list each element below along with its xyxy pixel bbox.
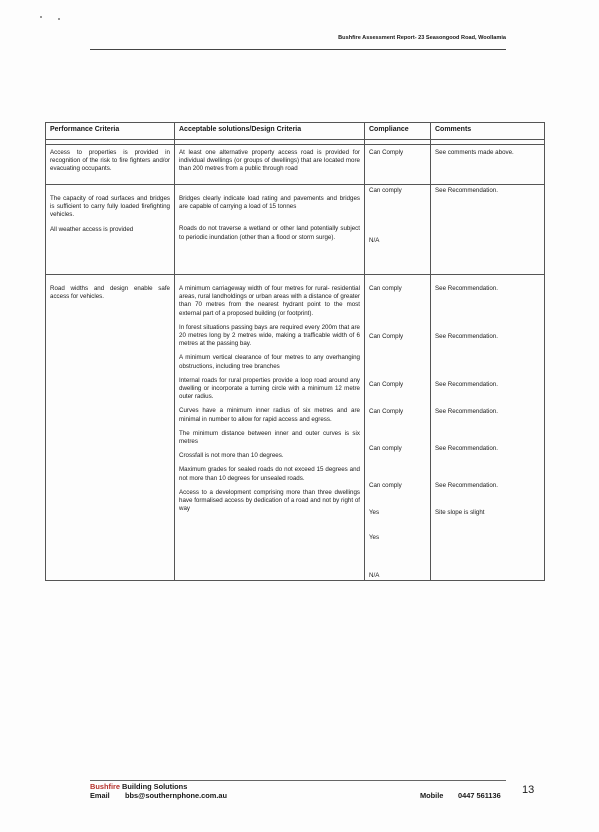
footer-brand [90, 782, 187, 791]
compliance-text-carriageway: Can comply [369, 285, 402, 292]
compliance-cell [365, 275, 431, 581]
comment-text-passing-bays: See Recommendation. [435, 333, 498, 340]
footer-mobile-label: Mobile [420, 791, 444, 800]
comment-text-curves: See Recommendation. [435, 445, 498, 452]
solution-text-wetland: Roads do not traverse a wetland or other land potentially subject to periodic inundation (other than a flood or storm surge). [179, 225, 360, 241]
solution-cell [175, 275, 365, 581]
footer-brand-accent: Bushfire [90, 782, 120, 791]
table-row [46, 275, 545, 581]
scan-speck [58, 18, 60, 20]
footer-mobile: 0447 561136 [458, 791, 501, 800]
solution-text-bridges: Bridges clearly indicate load rating and pavements and bridges are capable of carrying a load of 15 tonnes [179, 195, 360, 211]
compliance-text-bridges: Can comply [369, 187, 402, 194]
comment-text-internal-roads: See Recommendation. [435, 408, 498, 415]
scan-speck [40, 16, 42, 18]
header-acceptable-solutions: Acceptable solutions/Design Criteria [175, 123, 365, 140]
criteria-cell [46, 185, 175, 275]
table-header-row [46, 123, 545, 140]
compliance-cell: Can Comply [365, 145, 431, 185]
compliance-text-curve-distance: Can comply [369, 482, 402, 489]
compliance-text-wetland: N/A [369, 237, 380, 245]
footer-email-label: Email [90, 791, 110, 800]
compliance-cell [365, 185, 431, 275]
compliance-text-passing-bays: Can Comply [369, 333, 404, 340]
compliance-text-grades: Yes [369, 534, 380, 541]
solution-text-carriageway: A minimum carriageway width of four metres for rural- residential areas, rural landholdings or urban areas with a distance of greater than 70 metres from the nearest hydrant point to the most external part of a proposed building (or footprint). [179, 285, 360, 317]
header-rule [90, 49, 506, 50]
solution-cell [175, 185, 365, 275]
compliance-text-crossfall: Yes [369, 509, 380, 516]
compliance-text-internal-roads: Can Comply [369, 408, 404, 415]
solution-text-curves: Curves have a minimum inner radius of six metres and are minimal in number to allow for rapid access and egress. [179, 407, 360, 423]
comment-cell [431, 275, 545, 581]
compliance-text-formalised-access: N/A [369, 572, 380, 579]
comment-text-vertical-clearance: See Recommendation. [435, 381, 498, 388]
table-row [46, 145, 545, 185]
footer-brand-rest: Building Solutions [119, 782, 188, 791]
table-row [46, 185, 545, 275]
criteria-cell: Road widths and design enable safe access for vehicles. [46, 275, 175, 581]
comment-cell: See comments made above. [431, 145, 545, 185]
criteria-text-road-capacity: The capacity of road surfaces and bridges is sufficient to carry fully loaded firefighting vehicles. [50, 195, 170, 219]
compliance-text-vertical-clearance: Can Comply [369, 381, 404, 388]
solution-text-internal-roads: Internal roads for rural properties provide a loop road around any dwelling or incorporate a turning circle with a minimum 12 metre outer radius. [179, 376, 360, 401]
solution-text-passing-bays: In forest situations passing bays are required every 200m that are 20 metres long by 2 metres wide, making a trafficable width of 6 metres at the passing bay. [179, 323, 360, 348]
solution-text-formalised-access: Access to a development comprising more than three dwellings have formalised access by dedication of a road and not by right of way [179, 488, 360, 513]
report-header: Bushfire Assessment Report- 23 Seasongood Road, Woollamia [338, 35, 506, 41]
solution-text-grades: Maximum grades for sealed roads do not exceed 15 degrees and not more than 10 degrees for unsealed roads. [179, 466, 360, 482]
header-compliance: Compliance [365, 123, 431, 140]
criteria-table [45, 122, 545, 581]
footer-email: bbs@southernphone.com.au [125, 791, 228, 800]
comment-text-curve-distance: See Recommendation. [435, 482, 498, 489]
page-number: 13 [522, 784, 535, 796]
footer-rule [90, 780, 506, 781]
header-comments: Comments [431, 123, 545, 140]
comment-text-bridges: See Recommendation. [435, 187, 498, 194]
comment-text-carriageway: See Recommendation. [435, 285, 498, 292]
comment-text-crossfall: Site slope is slight [435, 509, 485, 516]
header-performance-criteria: Performance Criteria [46, 123, 175, 140]
criteria-cell: Access to properties is provided in recognition of the risk to fire fighters and/or evacuating occupants. [46, 145, 175, 185]
criteria-text-all-weather: All weather access is provided [50, 225, 134, 233]
solution-text-vertical-clearance: A minimum vertical clearance of four metres to any overhanging obstructions, including tree branches [179, 354, 360, 370]
compliance-text-curves: Can comply [369, 445, 402, 452]
solution-text-crossfall: Crossfall is not more than 10 degrees. [179, 452, 284, 460]
solution-text-curve-distance: The minimum distance between inner and outer curves is six metres [179, 429, 360, 446]
solution-cell: At least one alternative property access road is provided for individual dwellings (or groups of dwellings) that are located more than 200 metres from a public through road [175, 145, 365, 185]
comment-cell [431, 185, 545, 275]
